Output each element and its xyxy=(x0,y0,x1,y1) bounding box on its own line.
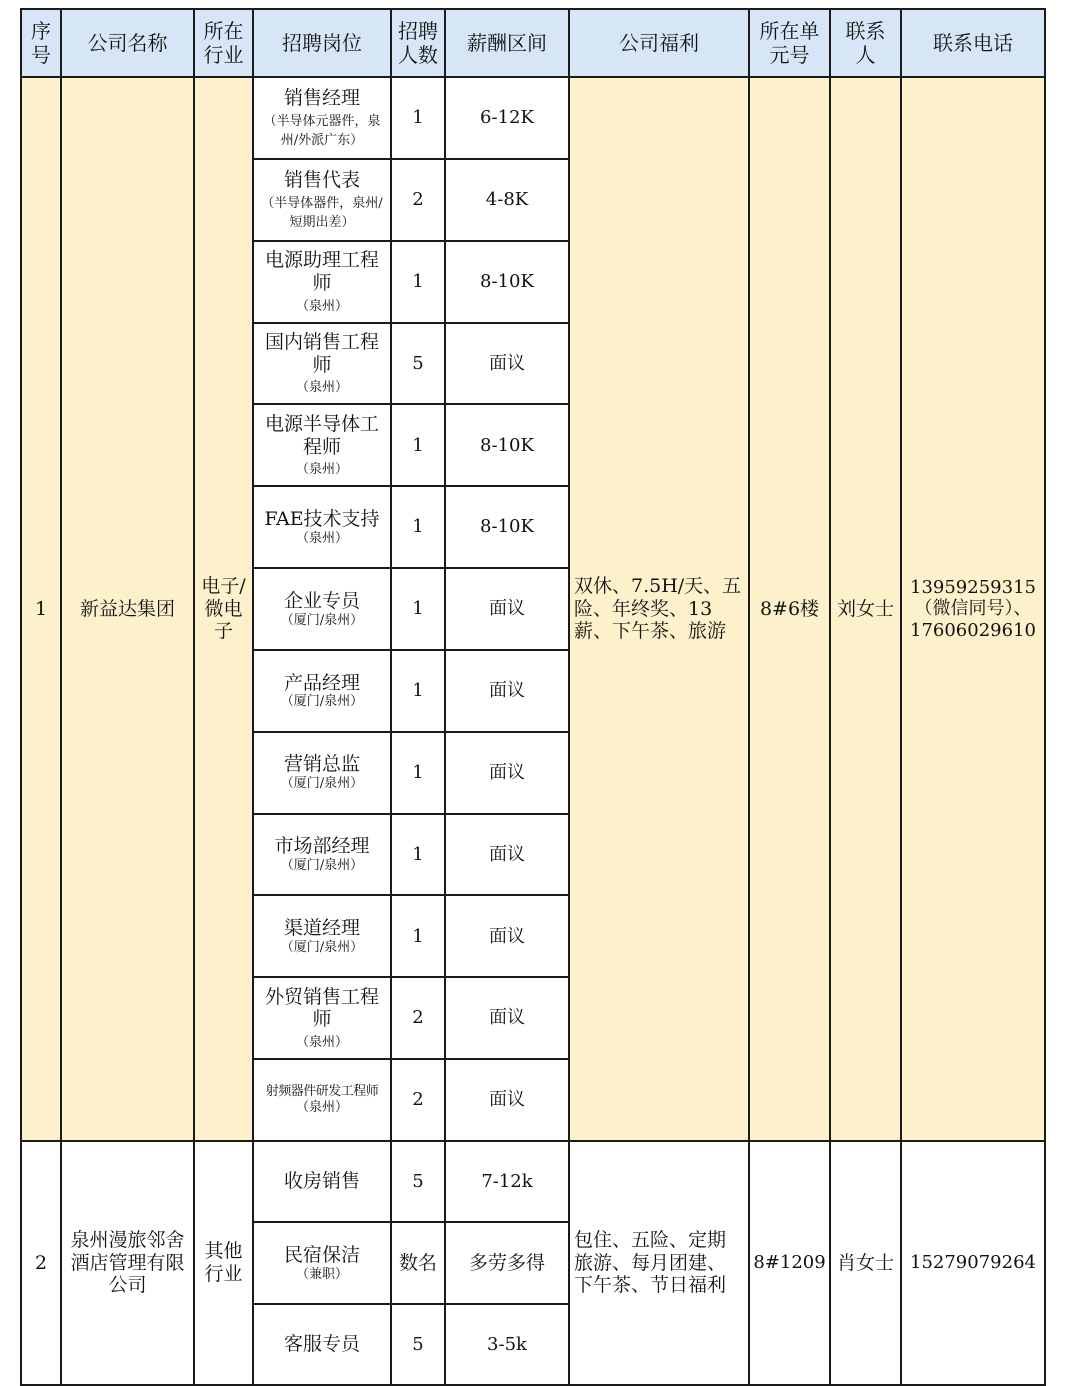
company-welfare: 双休、7.5H/天、五险、年终奖、13薪、下午茶、旅游 xyxy=(569,77,749,1141)
recruitment-table xyxy=(20,8,1046,1386)
job-position xyxy=(253,568,391,650)
job-title: 产品经理 xyxy=(283,671,360,694)
job-position xyxy=(253,404,391,486)
header-seq: 序号 xyxy=(21,9,61,77)
company-seq: 2 xyxy=(21,1141,61,1385)
job-count: 1 xyxy=(391,241,445,323)
company-industry: 其他行业 xyxy=(194,1141,253,1385)
job-position xyxy=(253,1222,391,1303)
job-salary: 面议 xyxy=(445,568,569,650)
job-salary: 面议 xyxy=(445,895,569,977)
job-position xyxy=(253,77,391,159)
job-salary: 面议 xyxy=(445,1059,569,1141)
header-salary: 薪酬区间 xyxy=(445,9,569,77)
job-count: 2 xyxy=(391,977,445,1059)
company-unit: 8#6楼 xyxy=(749,77,830,1141)
company-name: 新益达集团 xyxy=(61,77,194,1141)
job-salary: 6-12K xyxy=(445,77,569,159)
header-count: 招聘人数 xyxy=(391,9,445,77)
job-salary: 面议 xyxy=(445,323,569,405)
company-welfare: 包住、五险、定期旅游、每月团建、下午茶、节日福利 xyxy=(569,1141,749,1385)
job-title: 渠道经理 xyxy=(283,917,360,940)
company-unit: 8#1209 xyxy=(749,1141,830,1385)
job-title: 国内销售工程师 xyxy=(264,330,379,376)
job-position xyxy=(253,1059,391,1141)
job-position xyxy=(253,650,391,732)
table-row xyxy=(21,77,1045,159)
job-count: 5 xyxy=(391,1304,445,1385)
company-contact: 刘女士 xyxy=(830,77,901,1141)
job-title: 电源助理工程师 xyxy=(264,249,379,294)
job-count: 2 xyxy=(391,1059,445,1141)
job-title: 销售代表 xyxy=(283,168,360,191)
job-salary: 8-10K xyxy=(445,486,569,568)
company-phone: 13959259315（微信同号）、17606029610 xyxy=(901,77,1045,1141)
job-salary: 4-8K xyxy=(445,159,569,241)
job-count: 1 xyxy=(391,895,445,977)
job-salary: 8-10K xyxy=(445,241,569,323)
job-count: 1 xyxy=(391,568,445,650)
table-row xyxy=(21,1141,1045,1222)
company-industry: 电子/微电子 xyxy=(194,77,253,1141)
company-contact: 肖女士 xyxy=(830,1141,901,1385)
job-salary: 8-10K xyxy=(445,404,569,486)
job-title: 市场部经理 xyxy=(274,835,370,858)
company-phone: 15279079264 xyxy=(901,1141,1045,1385)
job-note: （泉州） xyxy=(295,1100,348,1116)
header-phone: 联系电话 xyxy=(901,9,1045,77)
job-salary: 面议 xyxy=(445,977,569,1059)
job-title: 客服专员 xyxy=(283,1332,360,1355)
job-count: 1 xyxy=(391,486,445,568)
job-salary: 面议 xyxy=(445,650,569,732)
job-count: 1 xyxy=(391,814,445,896)
job-count: 5 xyxy=(391,1141,445,1222)
job-position xyxy=(253,814,391,896)
job-salary: 7-12k xyxy=(445,1141,569,1222)
job-count: 1 xyxy=(391,732,445,814)
job-note: （半导体器件，泉州/短期出差） xyxy=(261,195,383,231)
job-count: 1 xyxy=(391,404,445,486)
job-position xyxy=(253,323,391,405)
header-contact: 联系人 xyxy=(830,9,901,77)
job-count: 数名 xyxy=(391,1222,445,1303)
job-note: （泉州） xyxy=(295,1035,348,1051)
header-position: 招聘岗位 xyxy=(253,9,391,77)
job-position xyxy=(253,977,391,1059)
job-salary: 多劳多得 xyxy=(445,1222,569,1303)
job-salary: 面议 xyxy=(445,732,569,814)
header-welfare: 公司福利 xyxy=(569,9,749,77)
job-position xyxy=(253,1304,391,1385)
job-position xyxy=(253,486,391,568)
job-title: 电源半导体工程师 xyxy=(264,412,379,458)
job-title: 营销总监 xyxy=(283,753,360,776)
job-salary: 3-5k xyxy=(445,1304,569,1385)
job-title: 民宿保洁 xyxy=(283,1243,360,1266)
job-title: 射频器件研发工程师 xyxy=(265,1084,379,1100)
job-note: （兼职） xyxy=(295,1266,348,1282)
job-position xyxy=(253,241,391,323)
job-note: （泉州） xyxy=(295,380,348,396)
header-industry: 所在行业 xyxy=(194,9,253,77)
job-position xyxy=(253,895,391,977)
job-count: 2 xyxy=(391,159,445,241)
header-company: 公司名称 xyxy=(61,9,194,77)
job-note: （泉州） xyxy=(295,530,348,546)
company-seq: 1 xyxy=(21,77,61,1141)
header-unit: 所在单元号 xyxy=(749,9,830,77)
header-row xyxy=(21,9,1045,77)
job-note: （厦门/泉州） xyxy=(280,776,364,792)
company-name: 泉州漫旅邻舍酒店管理有限公司 xyxy=(61,1141,194,1385)
job-note: （厦门/泉州） xyxy=(280,612,364,628)
job-position xyxy=(253,159,391,241)
job-title: 收房销售 xyxy=(283,1170,360,1193)
job-title: 外贸销售工程师 xyxy=(264,985,379,1031)
job-title: FAE技术支持 xyxy=(264,507,380,530)
job-count: 5 xyxy=(391,323,445,405)
job-note: （厦门/泉州） xyxy=(280,939,364,955)
job-count: 1 xyxy=(391,650,445,732)
job-note: （半导体元器件，泉州/外派广东） xyxy=(263,113,381,149)
job-title: 销售经理 xyxy=(283,86,360,109)
job-note: （泉州） xyxy=(295,298,348,314)
job-salary: 面议 xyxy=(445,814,569,896)
job-note: （厦门/泉州） xyxy=(280,694,364,710)
job-position xyxy=(253,1141,391,1222)
job-position xyxy=(253,732,391,814)
job-title: 企业专员 xyxy=(283,589,360,612)
job-note: （厦门/泉州） xyxy=(280,858,364,874)
job-count: 1 xyxy=(391,77,445,159)
job-note: （泉州） xyxy=(295,462,348,478)
